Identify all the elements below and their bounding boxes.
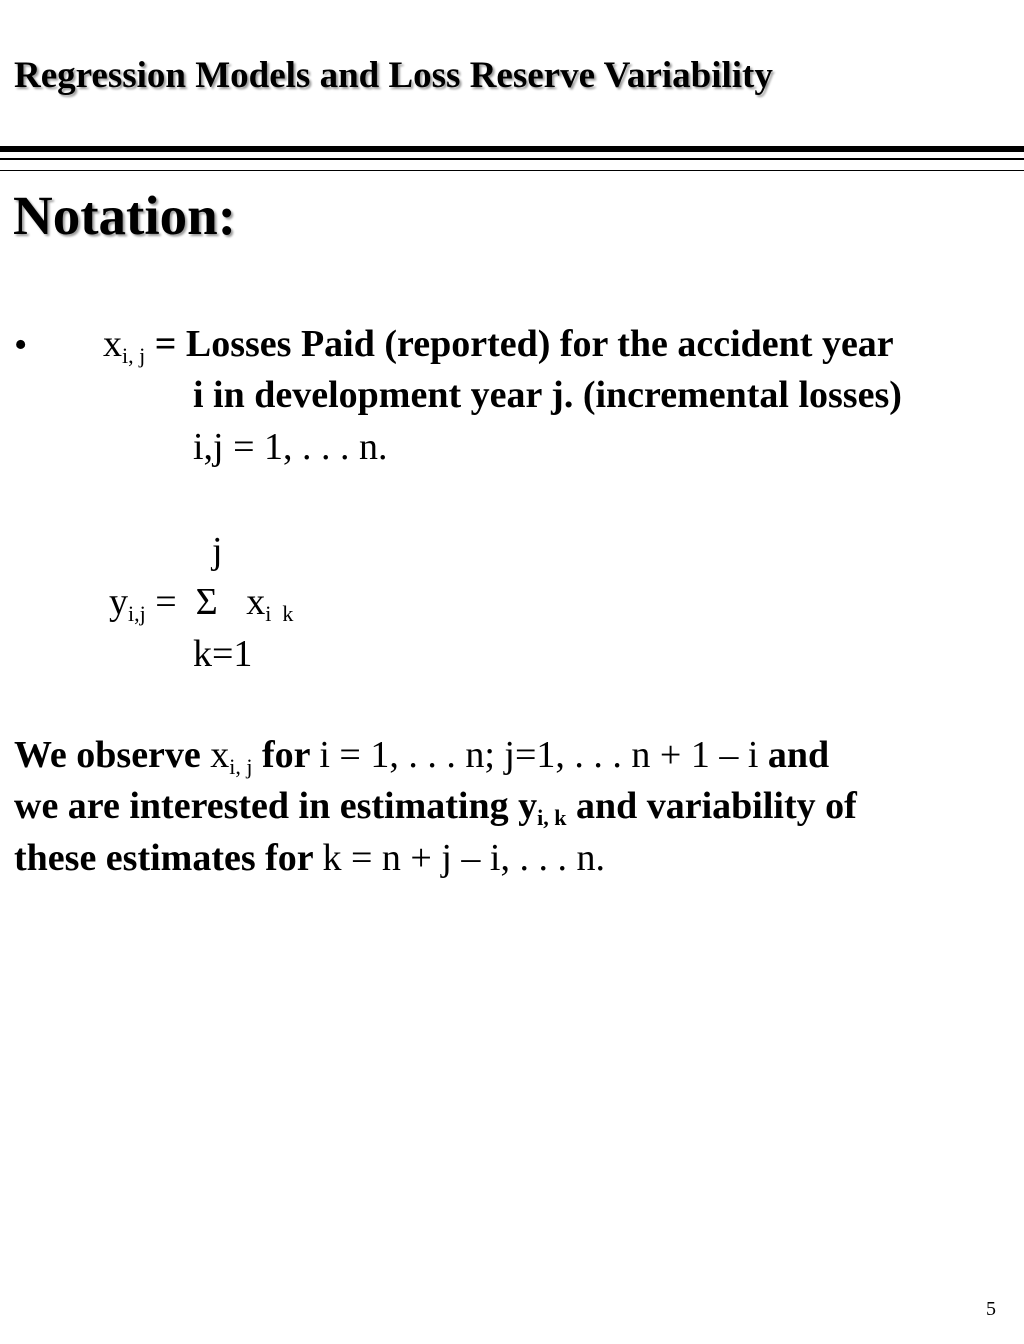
page-number: 5 bbox=[986, 1298, 996, 1320]
header-divider-hairline bbox=[0, 170, 1024, 171]
header-divider-thick bbox=[0, 146, 1024, 152]
x-variable: x bbox=[103, 323, 122, 365]
y-variable: y bbox=[109, 581, 128, 623]
y-variable-subscript: i,j bbox=[128, 601, 146, 626]
sum-term-subscript: i k bbox=[265, 601, 294, 626]
observe-line-2 bbox=[14, 784, 857, 828]
x-definition-line-1 bbox=[103, 322, 894, 366]
observe-x-variable: x bbox=[210, 734, 230, 776]
observe-index-range: i = 1, . . . n; j=1, . . . n + 1 – i bbox=[319, 734, 768, 776]
notation-heading: Notation: bbox=[13, 185, 237, 246]
observe-text-lead: We observe bbox=[14, 734, 211, 776]
x-definition-text: = Losses Paid (reported) for the accident year bbox=[145, 323, 894, 365]
observe-text-and: and bbox=[767, 734, 830, 776]
observe-line-3 bbox=[14, 836, 605, 880]
observe-k-range: k = n + j – i, . . . n. bbox=[322, 837, 605, 879]
observe-line-1 bbox=[14, 733, 829, 777]
y-sum-formula bbox=[109, 580, 293, 624]
observe-text-estimates: these estimates for bbox=[14, 837, 323, 879]
sum-lower-limit: k=1 bbox=[193, 633, 253, 675]
observe-text-variability: and variability of bbox=[566, 785, 857, 827]
bullet-marker: • bbox=[14, 324, 28, 366]
x-definition-line-2: i in development year j. (incremental losses) bbox=[193, 374, 902, 416]
observe-text-estimating: we are interested in estimating bbox=[14, 785, 519, 827]
observe-y-variable: y bbox=[518, 785, 538, 827]
sum-upper-limit: j bbox=[212, 530, 223, 572]
equals-sigma: = Σ bbox=[145, 581, 247, 623]
x-variable-subscript: i, j bbox=[122, 343, 146, 368]
slide-header-title: Regression Models and Loss Reserve Variability bbox=[14, 55, 773, 96]
header-divider-thin bbox=[0, 158, 1024, 160]
observe-y-subscript: i, k bbox=[537, 805, 567, 830]
observe-x-subscript: i, j bbox=[229, 754, 253, 779]
sum-term-variable: x bbox=[246, 581, 266, 623]
x-definition-index-range: i,j = 1, . . . n. bbox=[193, 426, 388, 468]
observe-text-for: for bbox=[252, 734, 320, 776]
